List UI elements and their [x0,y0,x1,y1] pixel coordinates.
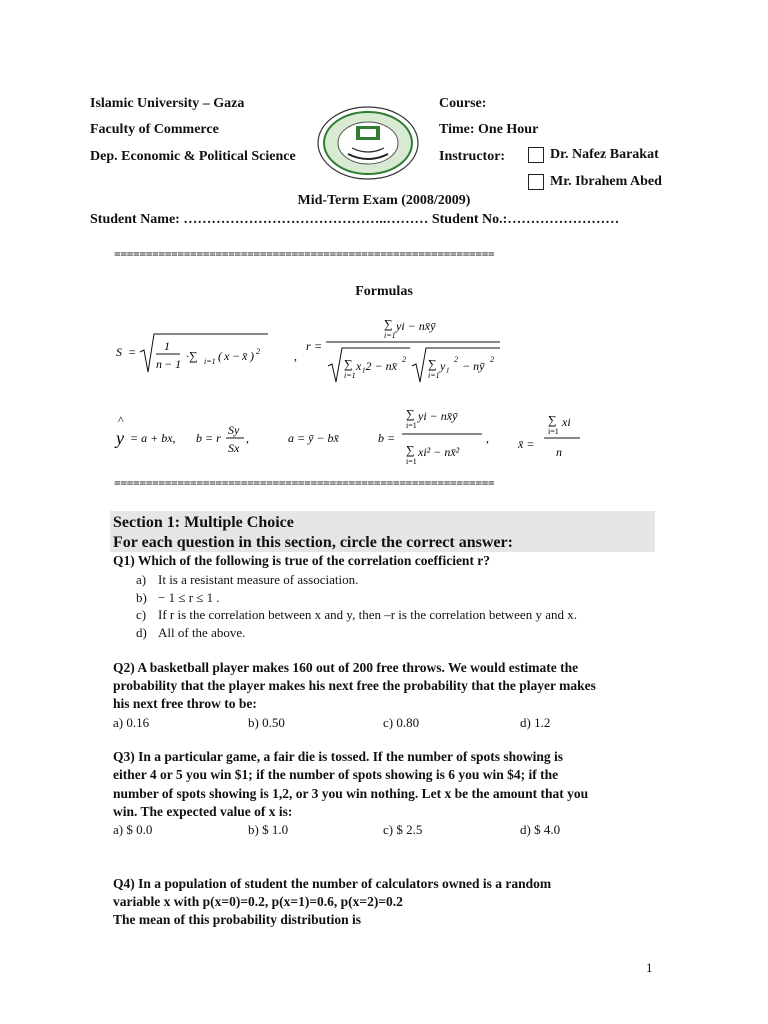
svg-text:∑: ∑ [384,317,393,331]
svg-text:y: y [116,428,124,448]
svg-text:x₁2 − nx̄: x₁2 − nx̄ [356,359,397,373]
svg-text:= a + bx,: = a + bx, [130,431,176,445]
question-2-line-2: probability that the player makes his next free the probability that the player makes [113,678,596,693]
q2-choice-a[interactable]: a) 0.16 [113,715,150,730]
svg-text:∑: ∑ [406,443,415,457]
course-label: Course: [439,96,487,111]
q2-choice-c[interactable]: c) 0.80 [383,715,420,730]
svg-text:x: x [224,349,230,363]
student-info-line: Student Name: ……………………………………..……… Student No.:…………………… [90,212,620,227]
svg-text:x̄ =: x̄ = [518,437,535,451]
svg-text:,: , [486,431,489,445]
svg-text:r: r [306,339,311,353]
svg-text:=: = [128,345,137,359]
svg-text:·∑: ·∑ [186,349,198,363]
formula-std-dev-and-r [112,312,512,392]
q3-choice-d[interactable]: d) $ 4.0 [520,822,561,837]
q3-choice-b[interactable]: b) $ 1.0 [248,822,289,837]
university-logo [314,104,422,182]
svg-text:∑: ∑ [548,413,557,427]
svg-text:i=1: i=1 [204,357,216,366]
question-2-line-3: his next free throw to be: [113,696,257,711]
svg-text:Sx: Sx [228,441,240,455]
svg-text:S: S [116,345,122,359]
q1-option-a[interactable]: a) It is a resistant measure of association. [136,572,359,587]
svg-text:∑: ∑ [406,407,415,421]
svg-text:i=1: i=1 [384,331,396,340]
svg-text:y₁: y₁ [440,359,450,373]
question-2-line-1: Q2) A basketball player makes 160 out of 200 free throws. We would estimate the [113,660,579,675]
svg-text:− nȳ: − nȳ [462,359,485,373]
time-label: Time: One Hour [439,122,539,137]
svg-text:i=1: i=1 [344,371,356,380]
question-4-line-1: Q4) In a population of student the number of calculators owned is a random [113,876,552,891]
instructor-option-1[interactable] [528,147,659,163]
instructor-checkbox-2[interactable] [528,174,544,190]
separator-top: ============================================================ [114,247,495,261]
svg-text:2: 2 [490,355,494,364]
svg-text:−: − [232,349,241,363]
svg-text:2: 2 [402,355,406,364]
svg-text:xi: xi [562,415,571,429]
section-title: Section 1: Multiple Choice [113,514,294,531]
page-number: 1 [646,960,653,975]
svg-text:b =: b = [378,431,396,445]
question-1: Q1) Which of the following is true of the correlation coefficient r? [113,553,491,568]
instructor-name-1: Dr. Nafez Barakat [550,147,659,163]
svg-text:^: ^ [118,413,124,427]
svg-text:xi² − nx̄²: xi² − nx̄² [418,445,460,459]
svg-text:i=1: i=1 [406,457,417,466]
university-name: Islamic University – Gaza [90,96,245,111]
q3-choice-c[interactable]: c) $ 2.5 [383,822,423,837]
svg-text:∑: ∑ [344,357,353,371]
svg-text:b = r: b = r [196,431,221,445]
svg-text:2: 2 [256,347,260,356]
question-3-line-3: number of spots showing is 1,2, or 3 you win nothing. Let x be the amount that you [113,786,589,801]
svg-text:(: ( [218,349,222,363]
svg-text:,: , [246,431,249,445]
question-3-line-1: Q3) In a particular game, a fair die is tossed. If the number of spots showing is [113,749,564,764]
svg-text:− 1: − 1 [164,357,182,371]
svg-text:yi − nx̄ȳ: yi − nx̄ȳ [396,319,436,333]
separator-bottom: ============================================================ [114,476,495,490]
instructor-label: Instructor: [439,149,506,164]
q1-option-b[interactable]: b) − 1 ≤ r ≤ 1 . [136,590,220,605]
question-3-line-4: win. The expected value of x is: [113,804,293,819]
svg-text:x̄: x̄ [242,349,248,363]
svg-text:a = ȳ − bx̄: a = ȳ − bx̄ [288,431,339,445]
svg-text:i=1: i=1 [548,427,559,436]
svg-text:i=1: i=1 [428,371,440,380]
q2-choice-d[interactable]: d) 1.2 [520,715,551,730]
q1-option-c[interactable]: c) If r is the correlation between x and y, then –r is the correlation between y and x. [136,607,577,622]
faculty-name: Faculty of Commerce [90,122,219,137]
exam-title: Mid-Term Exam (2008/2009) [297,193,471,208]
question-3-line-2: either 4 or 5 you win $1; if the number of spots showing is 6 you win $4; if the [113,767,559,782]
svg-text:=: = [314,339,323,353]
svg-text:∑: ∑ [428,357,437,371]
svg-text:i=1: i=1 [406,421,417,430]
svg-text:2: 2 [454,355,458,364]
instructor-checkbox-1[interactable] [528,147,544,163]
q1-option-d[interactable]: d) All of the above. [136,625,246,640]
instructor-option-2[interactable] [528,174,662,190]
svg-text:yi − nx̄ȳ: yi − nx̄ȳ [418,409,458,423]
svg-text:n: n [156,357,162,371]
department-name: Dep. Economic & Political Science [90,149,296,164]
formulas-title: Formulas [355,284,413,299]
svg-text:1: 1 [164,339,170,353]
svg-text:Sy: Sy [228,423,240,437]
svg-text:): ) [250,349,254,363]
question-4-line-3: The mean of this probability distribution is [113,912,362,927]
q2-choice-b[interactable]: b) 0.50 [248,715,285,730]
formula-regression [112,400,592,472]
svg-text:,: , [294,349,297,363]
question-4-line-2: variable x with p(x=0)=0.2, p(x=1)=0.6, p(x=2)=0.2 [113,894,403,909]
svg-text:n: n [556,445,562,459]
section-instruction: For each question in this section, circle the correct answer: [113,534,513,551]
q3-choice-a[interactable]: a) $ 0.0 [113,822,153,837]
instructor-name-2: Mr. Ibrahem Abed [550,174,662,190]
